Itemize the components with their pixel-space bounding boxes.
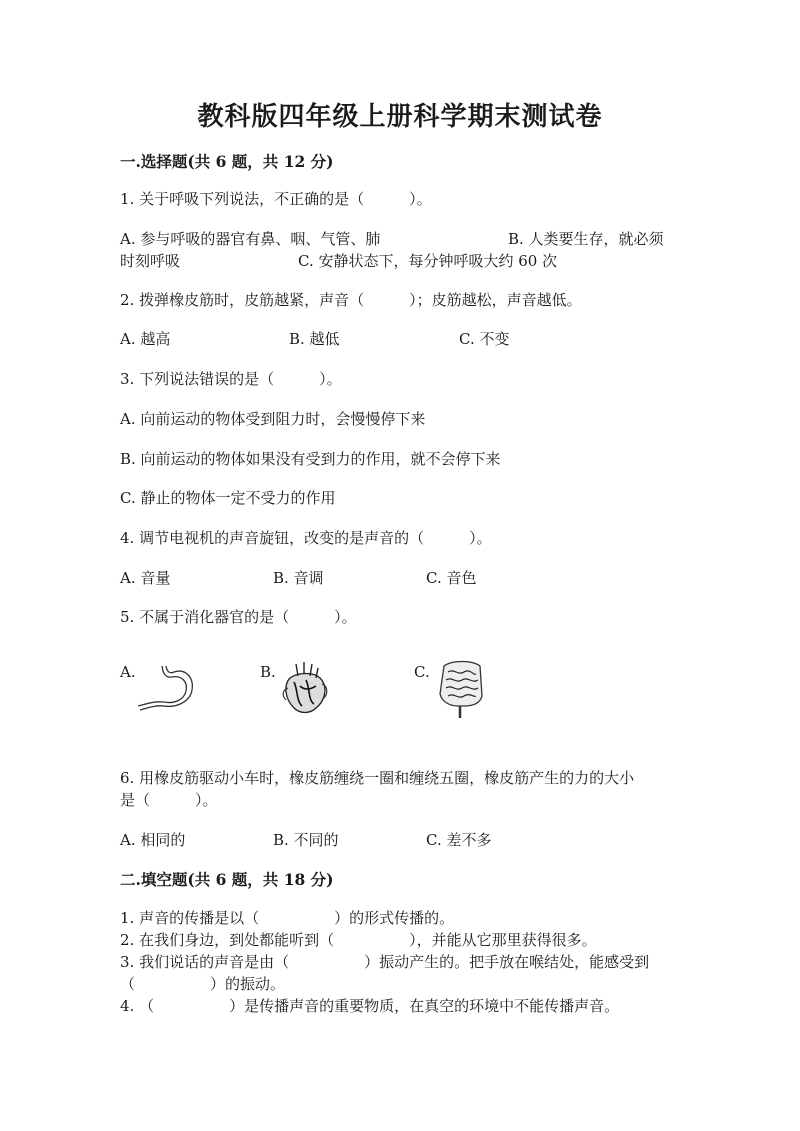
question-6-option-a: A. 相同的 [120, 831, 186, 849]
question-1-option-c: C. 安静状态下，每分钟呼吸大约 60 次 [298, 252, 558, 270]
question-6-option-c: C. 差不多 [426, 831, 492, 849]
question-1-option-a: A. 参与呼吸的器官有鼻、咽、气管、肺 [120, 230, 381, 248]
section-heading-fill-in: 二.填空题(共 6 题，共 18 分) [120, 870, 334, 889]
question-5-option-a-label: A. [120, 663, 136, 681]
question-5-option-c-label: C. [414, 663, 430, 681]
question-5-stem: 5. 不属于消化器官的是（ ）。 [120, 608, 357, 626]
page-title: 教科版四年级上册科学期末测试卷 [197, 102, 603, 132]
question-1-stem: 1. 关于呼吸下列说法，不正确的是（ ）。 [120, 190, 432, 208]
question-6-option-b: B. 不同的 [273, 831, 339, 849]
question-5-option-b-label: B. [260, 663, 276, 681]
question-4-stem: 4. 调节电视机的声音旋钮，改变的是声音的（ ）。 [120, 529, 492, 547]
fill-question-4: 4. （ ）是传播声音的重要物质，在真空的环境中不能传播声音。 [120, 997, 620, 1015]
fill-question-2: 2. 在我们身边，到处都能听到（ ），并能从它那里获得很多。 [120, 931, 597, 949]
fill-question-3-continued: （ ）的振动。 [120, 975, 286, 993]
fill-question-1: 1. 声音的传播是以（ ）的形式传播的。 [120, 909, 455, 927]
question-3-option-a: A. 向前运动的物体受到阻力时，会慢慢停下来 [120, 410, 426, 428]
stomach-illustration [136, 664, 198, 714]
question-6-stem: 6. 用橡皮筋驱动小车时，橡皮筋缠绕一圈和缠绕五圈，橡皮筋产生的力的大小 [120, 769, 635, 787]
question-2-option-b: B. 越低 [289, 330, 340, 348]
question-2-stem: 2. 拨弹橡皮筋时，皮筋越紧，声音（ ）；皮筋越松，声音越低。 [120, 291, 582, 309]
question-2-option-a: A. 越高 [120, 330, 171, 348]
section-heading-choice: 一.选择题(共 6 题，共 12 分) [120, 152, 334, 171]
question-6-stem-continued: 是（ ）。 [120, 791, 218, 809]
question-2-option-c: C. 不变 [459, 330, 510, 348]
intestine-illustration [434, 656, 488, 720]
heart-illustration [276, 660, 334, 718]
question-4-option-b: B. 音调 [273, 569, 324, 587]
question-1-option-b-continued: 时刻呼吸 [120, 252, 181, 270]
fill-question-3: 3. 我们说话的声音是由（ ）振动产生的。把手放在喉结处，能感受到 [120, 953, 650, 971]
question-4-option-c: C. 音色 [426, 569, 477, 587]
question-3-stem: 3. 下列说法错误的是（ ）。 [120, 370, 342, 388]
question-4-option-a: A. 音量 [120, 569, 171, 587]
question-3-option-b: B. 向前运动的物体如果没有受到力的作用，就不会停下来 [120, 450, 501, 468]
question-1-option-b: B. 人类要生存，就必须 [508, 230, 664, 248]
question-3-option-c: C. 静止的物体一定不受力的作用 [120, 489, 336, 507]
